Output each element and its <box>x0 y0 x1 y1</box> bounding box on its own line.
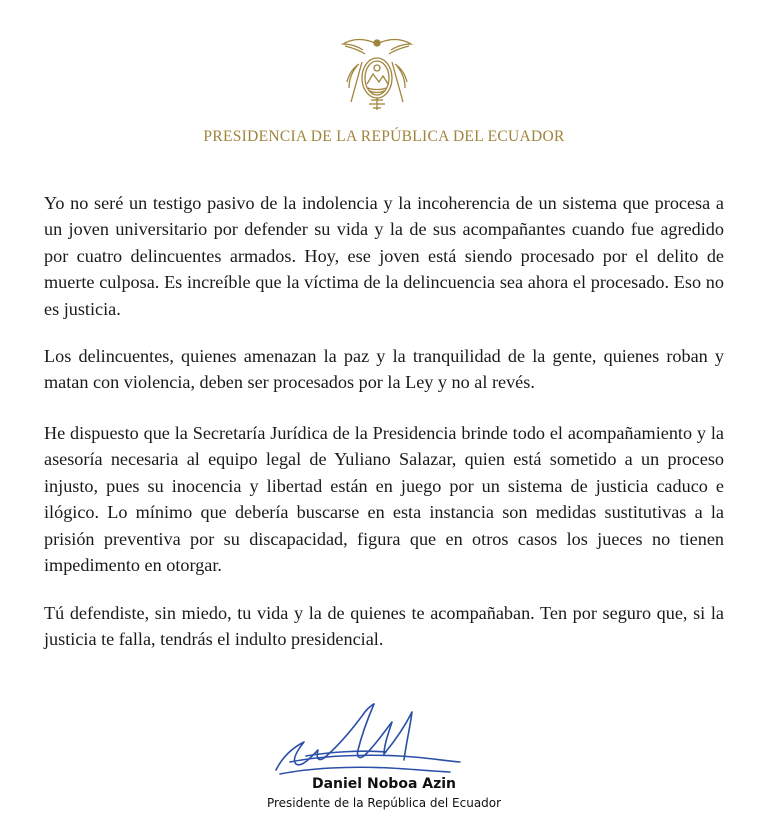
body-paragraph-4: Tú defendiste, sin miedo, tu vida y la de quienes te acompañaban. Ten por seguro que, si la justicia te falla, tendrás el indulto presidencial. <box>44 603 724 650</box>
handwritten-signature-icon <box>270 698 470 784</box>
signatory-name: Daniel Noboa Azin <box>311 776 457 792</box>
body-paragraph-3: He dispuesto que la Secretaría Jurídica de la Presidencia brinde todo el acompañamiento y la asesoría necesaria al equipo legal de Yuliano Salazar, quien está sometido a un proceso injusto, pues su inocencia y libertad están en juego por un sistema de justicia caduco e ilógico. Lo mínimo que debería buscarse en esta instancia son medidas sustitutivas a la prisión preventiva por su discapacidad, figura que en otros casos los jueces no tienen impedimento en otorgar. <box>44 423 724 576</box>
body-paragraph-1: Yo no seré un testigo pasivo de la indolencia y la incoherencia de un sistema que procesa a un joven universitario por defender su vida y la de sus acompañantes cuando fue agredido por cuatro delincuentes armados. Hoy, ese joven está siendo procesado por el delito de muerte culposa. Es increíble que la víctima de la delincuencia sea ahora el procesado. Eso no es justicia. <box>44 193 724 319</box>
coat-of-arms-icon <box>335 34 419 114</box>
signatory-title: Presidente de la República del Ecuador <box>266 796 502 810</box>
body-paragraph-2: Los delincuentes, quienes amenazan la paz y la tranquilidad de la gente, quienes roban y matan con violencia, deben ser procesados por la Ley y no al revés. <box>44 346 724 393</box>
letterhead-title: PRESIDENCIA DE LA REPÚBLICA DEL ECUADOR <box>203 128 565 145</box>
